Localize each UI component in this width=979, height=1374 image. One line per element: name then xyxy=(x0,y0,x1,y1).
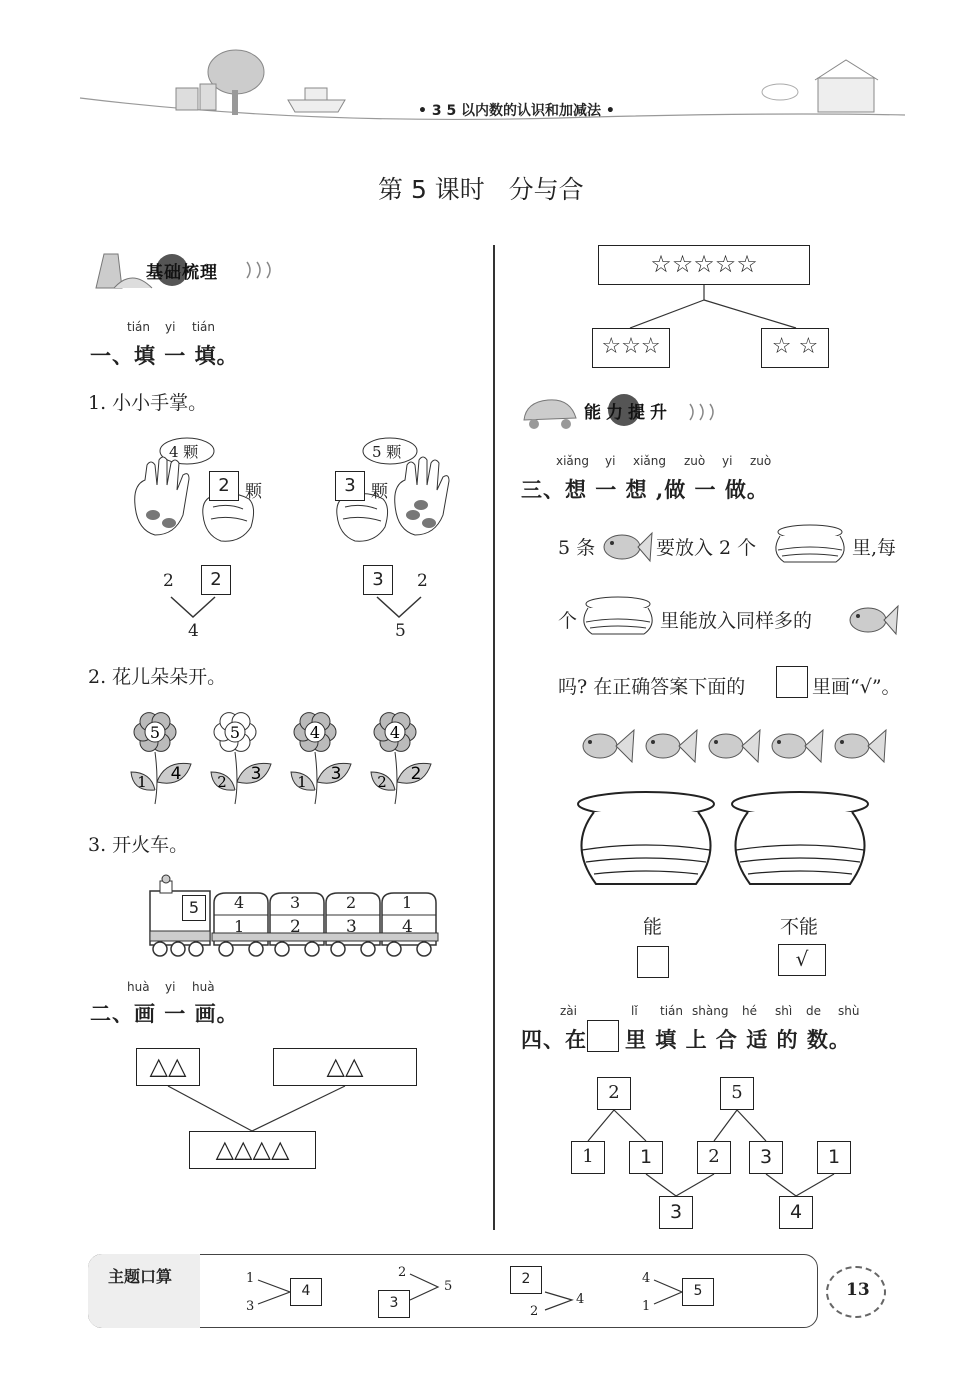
pinyin: shì xyxy=(775,1004,793,1018)
triangle-box-left: △△ xyxy=(136,1048,200,1086)
section4-heading-b: 里 填 上 合 适 的 数。 xyxy=(625,1027,851,1052)
q1-left-given: 2 xyxy=(163,571,174,591)
section4-heading-a: 四、在 xyxy=(521,1027,587,1052)
q1-left-answer-box: 2 xyxy=(201,565,231,595)
goldfish-icon xyxy=(594,525,654,565)
train-car-bottom: 2 xyxy=(290,917,301,937)
pinyin: tián xyxy=(660,1004,683,1018)
flower-left-number: 2 xyxy=(217,773,227,791)
pinyin: de xyxy=(806,1004,821,1018)
q3-label: 3. 开火车。 xyxy=(88,834,189,856)
q1-right-answer-box: 3 xyxy=(363,565,393,595)
footer-b: 2 xyxy=(530,1304,539,1319)
footer-result: 5 xyxy=(682,1278,714,1306)
flower-top-number: 5 xyxy=(229,723,241,742)
q1-right-total: 5 xyxy=(395,621,406,641)
pinyin: huà xyxy=(127,980,150,994)
banner-jichu-label: 基础梳理 xyxy=(146,263,218,283)
train-car-top: 2 xyxy=(346,893,357,912)
section2-heading: 二、画 一 画。 xyxy=(90,1001,239,1026)
flower xyxy=(131,713,191,804)
tree-mid: 1 xyxy=(817,1141,851,1174)
q2-flowers xyxy=(130,706,450,806)
banner-nengli-label: 能力提升 xyxy=(584,403,672,423)
chapter-header: • 3 5 以内数的认识和加减法 • xyxy=(418,103,615,119)
tree-mid: 2 xyxy=(697,1141,731,1174)
train-car-top: 1 xyxy=(402,893,413,912)
train-car-top: 4 xyxy=(234,893,245,912)
option-yes-label: 能 xyxy=(643,916,663,938)
page-title: 第 5 课时 分与合 xyxy=(378,175,584,204)
tree-bottom-right: 4 xyxy=(779,1196,813,1229)
pinyin: zuò xyxy=(684,454,706,468)
q1-right-given: 2 xyxy=(417,571,428,591)
triangle-box-right: △△ xyxy=(273,1048,417,1086)
footer-label: 主题口算 xyxy=(108,1267,173,1286)
pinyin: tián xyxy=(127,320,150,334)
fishbowl-icon xyxy=(770,522,850,568)
q1-left-unit: 颗 xyxy=(245,482,262,502)
q2-label: 2. 花儿朵朵开。 xyxy=(88,666,227,688)
footer-a: 2 xyxy=(398,1265,407,1280)
train-car-bottom: 3 xyxy=(346,917,357,937)
stars-box-top: ☆☆☆☆☆ xyxy=(598,245,810,285)
goldfish-icon xyxy=(646,730,697,762)
s3-line3a: 吗? 在正确答案下面的 xyxy=(558,676,746,698)
tree-mid: 1 xyxy=(571,1141,605,1174)
footer-b: 3 xyxy=(246,1299,255,1314)
section1-heading: 一、填 一 填。 xyxy=(90,343,239,368)
option-yes-box[interactable] xyxy=(637,946,669,978)
goldfish-icon xyxy=(583,730,634,762)
q3-train xyxy=(146,875,446,960)
footer-a-box: 2 xyxy=(510,1266,542,1294)
train-car-top: 3 xyxy=(290,893,301,912)
footer-a: 4 xyxy=(642,1271,651,1286)
pinyin: shàng xyxy=(692,1004,729,1018)
q1-left-total: 4 xyxy=(188,621,199,641)
s3-line1b: 要放入 2 个 xyxy=(656,537,757,559)
pinyin: hé xyxy=(742,1004,757,1018)
footer-result: 5 xyxy=(444,1279,453,1294)
goldfish-row xyxy=(578,720,898,770)
big-fishbowls xyxy=(574,790,884,900)
fishbowl-icon xyxy=(578,594,658,640)
column-divider xyxy=(493,245,495,1230)
s3-line3b: 里画“√”。 xyxy=(812,676,901,698)
goldfish-icon xyxy=(835,730,886,762)
flower xyxy=(371,713,431,804)
page-number: 13 xyxy=(846,1280,870,1300)
banner-jichu xyxy=(92,248,282,294)
triangle-box-bottom: △△△△ xyxy=(189,1131,316,1169)
tree-bottom-left: 3 xyxy=(659,1196,693,1229)
footer-b-box: 3 xyxy=(378,1290,410,1318)
footer-b: 1 xyxy=(642,1299,651,1314)
tree-mid: 3 xyxy=(749,1141,783,1174)
tree-top-left: 2 xyxy=(597,1077,631,1110)
flower-right-number: 3 xyxy=(330,764,342,784)
q1-right-unit: 颗 xyxy=(371,482,388,502)
pinyin: tián xyxy=(192,320,215,334)
flower-right-number: 2 xyxy=(410,764,422,784)
s3-line1c: 里,每 xyxy=(852,537,897,559)
s3-line2a: 个 xyxy=(558,610,578,632)
q1-left-bubble: 4 颗 xyxy=(169,443,199,461)
flower-top-number: 5 xyxy=(149,723,161,742)
pinyin: xiǎng xyxy=(633,454,667,468)
tree-mid: 1 xyxy=(629,1141,663,1174)
flower-right-number: 4 xyxy=(170,764,182,784)
flower-right-number: 3 xyxy=(250,764,262,784)
answer-box-icon xyxy=(776,666,808,698)
stars-box-left: ☆☆☆ xyxy=(592,328,670,368)
q1-figure xyxy=(125,435,455,645)
s3-line1a: 5 条 xyxy=(558,537,596,559)
flower xyxy=(211,713,271,804)
pinyin: zuò xyxy=(750,454,772,468)
option-no-box[interactable]: √ xyxy=(778,944,826,976)
banner-nengli xyxy=(520,390,720,434)
s3-line2b: 里能放入同样多的 xyxy=(660,610,813,632)
train-car-bottom: 4 xyxy=(402,917,413,937)
pinyin: huà xyxy=(192,980,215,994)
pinyin: yi xyxy=(165,980,176,994)
stars-box-right: ☆ ☆ xyxy=(761,328,829,368)
pinyin: yi xyxy=(605,454,616,468)
flower-left-number: 1 xyxy=(297,773,307,791)
goldfish-icon xyxy=(840,598,900,638)
answer-box-icon xyxy=(587,1020,619,1052)
flower-left-number: 1 xyxy=(137,773,147,791)
goldfish-icon xyxy=(772,730,823,762)
q1-left-box: 2 xyxy=(209,471,239,501)
q1-right-bubble: 5 颗 xyxy=(372,443,402,461)
train-car-bottom: 1 xyxy=(234,917,245,936)
footer-a: 1 xyxy=(246,1271,255,1286)
q1-right-box: 3 xyxy=(335,471,365,501)
flower xyxy=(291,713,351,804)
section3-heading: 三、想 一 想 ,做 一 做。 xyxy=(521,477,769,502)
flower-left-number: 2 xyxy=(377,773,387,791)
pinyin: yi xyxy=(722,454,733,468)
pinyin: shù xyxy=(838,1004,860,1018)
flower-top-number: 4 xyxy=(309,723,321,742)
footer-result: 4 xyxy=(576,1292,585,1307)
goldfish-icon xyxy=(709,730,760,762)
train-engine-box: 5 xyxy=(182,895,206,921)
pinyin: zài xyxy=(560,1004,577,1018)
flower-top-number: 4 xyxy=(389,723,401,742)
pinyin: xiǎng xyxy=(556,454,590,468)
pinyin: yi xyxy=(165,320,176,334)
option-no-label: 不能 xyxy=(780,916,819,938)
pinyin: lǐ xyxy=(631,1004,638,1018)
tree-top-right: 5 xyxy=(720,1077,754,1110)
q1-label: 1. 小小手掌。 xyxy=(88,392,208,414)
footer-result: 4 xyxy=(290,1278,322,1306)
